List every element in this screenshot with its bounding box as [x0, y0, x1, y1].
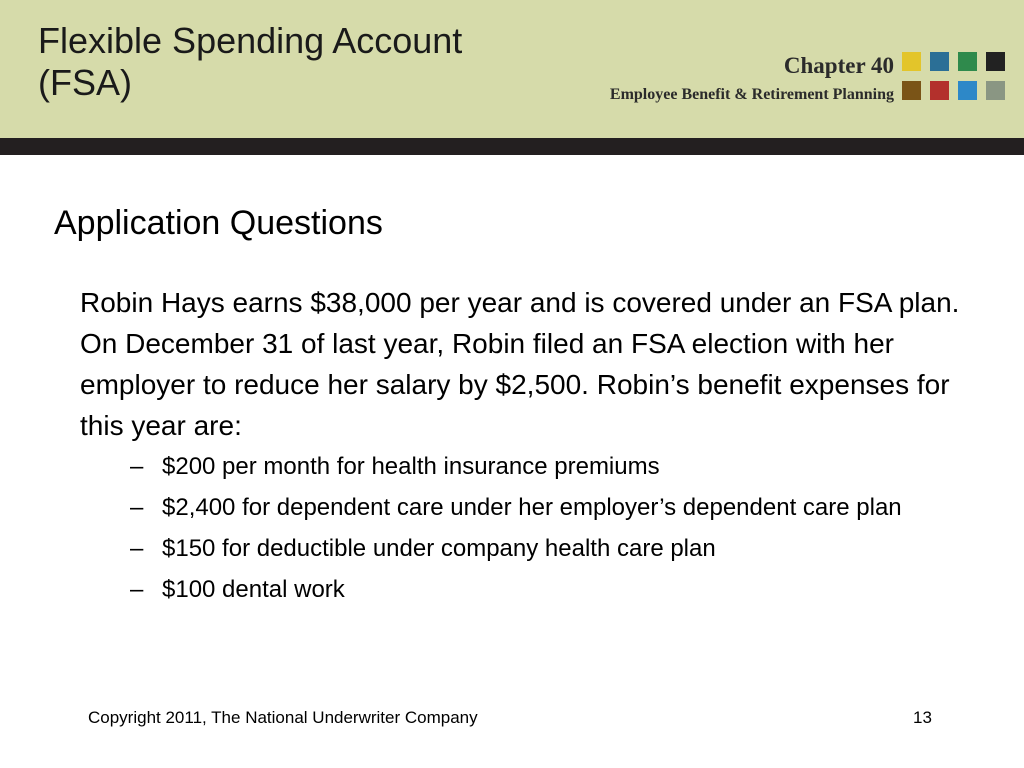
square-icon: [902, 52, 921, 71]
book-title: Employee Benefit & Retirement Planning: [609, 86, 894, 103]
header-divider-bar: [0, 138, 1024, 155]
dash-bullet: –: [130, 576, 144, 603]
square-icon: [930, 81, 949, 100]
list-item-text: $200 per month for health insurance premiums: [162, 453, 660, 480]
list-item-text: $100 dental work: [162, 576, 345, 603]
list-item: [130, 532, 930, 566]
dash-bullet: –: [130, 535, 144, 562]
intro-paragraph: Robin Hays earns $38,000 per year and is covered under an FSA plan. On December 31 of last year, Robin filed an FSA election with her employer to reduce her salary by $2,500. Robin’s benefit expenses for this year are:: [80, 287, 960, 441]
square-icon: [986, 81, 1005, 100]
slide-title: [38, 20, 462, 104]
square-icon: [902, 81, 921, 100]
list-item-text: $150 for deductible under company health care plan: [162, 535, 716, 562]
slide-title-line2: (FSA): [38, 62, 132, 103]
square-icon: [986, 52, 1005, 71]
page-number: 13: [913, 708, 932, 727]
list-item: [130, 573, 930, 607]
square-icon: [930, 52, 949, 71]
dash-bullet: –: [130, 494, 144, 521]
dash-bullet: –: [130, 453, 144, 480]
square-icon: [958, 81, 977, 100]
header-band: [0, 0, 1024, 138]
decorative-squares: [902, 52, 1006, 102]
list-item: [130, 491, 930, 525]
list-item-text: $2,400 for dependent care under her employer’s dependent care plan: [162, 494, 902, 521]
chapter-block: [610, 52, 894, 106]
list-item: [130, 450, 930, 484]
chapter-label: Chapter 40: [783, 53, 894, 78]
square-icon: [958, 52, 977, 71]
slide-title-line1: Flexible Spending Account: [38, 20, 463, 61]
footer-copyright: Copyright 2011, The National Underwriter Company: [88, 708, 478, 727]
expense-list: [130, 450, 930, 614]
section-heading: Application Questions: [54, 204, 383, 242]
